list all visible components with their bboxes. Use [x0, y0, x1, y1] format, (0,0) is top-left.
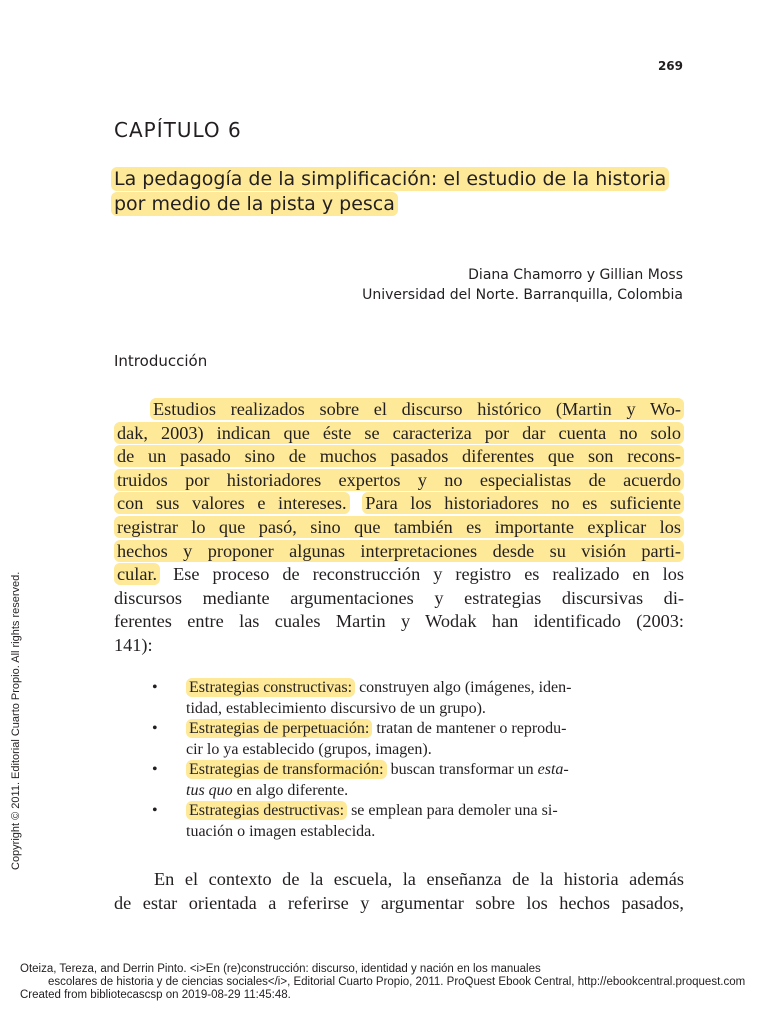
- strategy-text: tratan de mantener o reprodu-: [376, 720, 567, 737]
- strategy-term: Estrategias de transformación:: [186, 760, 387, 779]
- strategy-text: en algo diferente.: [236, 781, 349, 799]
- strategy-term: Estrategias constructivas:: [186, 678, 355, 697]
- paragraph-line: [114, 540, 684, 564]
- highlight: con sus valores e intereses.: [114, 492, 350, 514]
- page-number: 269: [657, 59, 683, 73]
- bullet-icon: •: [152, 802, 158, 819]
- paragraph-line: En el contexto de la escuela, la enseñanza de la historia además: [154, 869, 684, 889]
- highlight: dak, 2003) indican que éste se caracteriza por dar cuenta no solo: [114, 422, 684, 444]
- list-item: [150, 678, 644, 719]
- list-item: [150, 801, 644, 842]
- section-heading: Introducción: [114, 352, 208, 370]
- list-item: [150, 719, 644, 760]
- chapter-label: CAPÍTULO 6: [114, 118, 242, 142]
- highlight: Estudios realizados sobre el discurso histórico (Martin y Wo-: [150, 398, 684, 420]
- strategy-text: buscan transformar un: [390, 761, 534, 778]
- strategy-text: construyen algo (imágenes, iden-: [359, 679, 572, 696]
- paragraph-line: de estar orientada a referirse y argumentar sobre los hechos pasados,: [114, 892, 684, 913]
- strategy-text: se emplean para demoler una si-: [351, 802, 558, 819]
- paragraph-line: discursos mediante argumentaciones y estrategias discursivas di-: [114, 587, 684, 608]
- strategy-term: Estrategias de perpetuación:: [186, 719, 372, 738]
- paragraph-line: 141):: [114, 634, 153, 655]
- highlight: truidos por historiadores expertos y no especialistas de acuerdo: [114, 469, 684, 491]
- footer-line: escolares de historia y de ciencias sociales</i>, Editorial Cuarto Propio, 2011. ProQuest Ebook Central, http://ebookcentral.proquest.com: [48, 976, 746, 988]
- paragraph-line: [114, 469, 684, 493]
- bullet-icon: •: [152, 679, 158, 696]
- strategy-text-italic: tus quo: [186, 781, 233, 799]
- chapter-title-line: La pedagogía de la simplificación: el estudio de la historia: [111, 167, 669, 191]
- paragraph-intro: [114, 398, 684, 658]
- bullet-icon: •: [152, 720, 158, 737]
- paragraph-line: [114, 563, 684, 587]
- highlight: hechos y proponer algunas interpretaciones desde su visión parti-: [114, 540, 684, 562]
- strategy-term: Estrategias destructivas:: [186, 801, 347, 820]
- copyright-notice: Copyright © 2011. Editorial Cuarto Propio. All rights reserved.: [10, 571, 22, 870]
- strategy-text: tidad, establecimiento discursivo de un grupo).: [186, 699, 486, 717]
- bullet-icon: •: [152, 761, 158, 778]
- strategy-text: cir lo ya establecido (grupos, imagen).: [186, 740, 432, 758]
- highlight: registrar lo que pasó, sino que también es importante explicar los: [114, 516, 684, 538]
- citation-footer: [20, 963, 768, 1002]
- paragraph-line: [114, 445, 684, 469]
- strategy-text: tuación o imagen establecida.: [186, 822, 376, 840]
- paragraph-text: Ese proceso de reconstrucción y registro es realizado en los: [173, 564, 684, 585]
- highlight: Para los historiadores no es suficiente: [362, 492, 684, 514]
- paragraph-line: [114, 422, 684, 446]
- chapter-title: [111, 167, 691, 217]
- highlight: de un pasado sino de muchos pasados diferentes que son recons-: [114, 445, 684, 467]
- strategy-text-italic: esta-: [537, 761, 569, 778]
- paragraph-line: [114, 516, 684, 540]
- footer-line: Created from bibliotecascsp on 2019-08-29 11:45:48.: [20, 989, 291, 1001]
- paragraph-line: [114, 398, 684, 422]
- list-item: [150, 760, 644, 801]
- author-names: Diana Chamorro y Gillian Moss: [468, 267, 683, 283]
- chapter-title-line: por medio de la pista y pesca: [111, 192, 398, 216]
- author-affiliation: Universidad del Norte. Barranquilla, Colombia: [362, 287, 683, 303]
- highlight: cular.: [114, 563, 160, 585]
- paragraph-line: ferentes entre las cuales Martin y Wodak han identificado (2003:: [114, 611, 684, 632]
- paragraph-line: [114, 492, 684, 516]
- strategy-list: [150, 678, 644, 842]
- footer-line: Oteiza, Tereza, and Derrin Pinto. <i>En (re)construcción: discurso, identidad y nación en los manuales: [20, 963, 541, 975]
- paragraph-context: [114, 868, 684, 915]
- authors-block: [300, 265, 683, 305]
